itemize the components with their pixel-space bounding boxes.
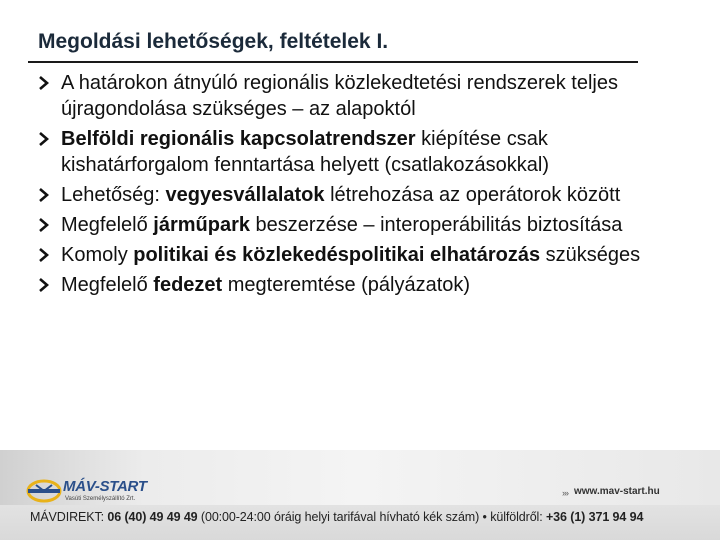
chevron-right-icon: ››› bbox=[562, 488, 568, 498]
bullet-text-bold: fedezet bbox=[153, 274, 223, 296]
bullet-item bbox=[38, 212, 698, 238]
slide-title: Megoldási lehetőségek, feltételek I. bbox=[38, 30, 389, 53]
contact-text: (00:00-24:00 óráig helyi tarifával hívható kék szám) • külföldről: bbox=[200, 510, 546, 524]
bullet-list bbox=[38, 70, 698, 302]
chevron-right-icon bbox=[38, 215, 50, 235]
bullet-item bbox=[38, 242, 698, 268]
chevron-right-icon bbox=[38, 185, 50, 205]
contact-label: MÁVDIREKT: bbox=[30, 510, 105, 524]
bullet-text: megteremtése (pályázatok) bbox=[222, 274, 471, 296]
bullet-text: beszerzése – interoperábilitás biztosítása bbox=[250, 214, 623, 236]
contact-intl-phone: +36 (1) 371 94 94 bbox=[545, 510, 644, 524]
bullet-text: létrehozása az operátorok között bbox=[324, 184, 621, 206]
bullet-text: Megfelelő bbox=[61, 274, 154, 296]
bullet-item bbox=[38, 272, 698, 298]
logo-text: MÁV-START bbox=[63, 478, 147, 495]
bullet-text-bold: járműpark bbox=[153, 214, 250, 236]
chevron-right-icon bbox=[38, 73, 50, 93]
bullet-text: Megfelelő bbox=[61, 214, 154, 236]
website-link[interactable]: www.mav-start.hu bbox=[574, 486, 660, 497]
title-divider bbox=[28, 61, 638, 63]
mav-logo-icon bbox=[26, 478, 62, 504]
chevron-right-icon bbox=[38, 275, 50, 295]
bullet-item bbox=[38, 182, 698, 208]
bullet-text: A határokon átnyúló regionális közlekedtetési rendszerek teljes újragondolása szükséges – az alapoktól bbox=[61, 72, 618, 120]
contact-phone: 06 (40) 49 49 49 bbox=[104, 510, 201, 524]
chevron-right-icon bbox=[38, 129, 50, 149]
bullet-text-bold: politikai és közlekedéspolitikai elhatározás bbox=[133, 244, 541, 266]
bullet-text: Lehetőség: bbox=[61, 184, 166, 206]
footer-banner bbox=[0, 450, 720, 540]
bullet-text-bold: Belföldi regionális kapcsolatrendszer bbox=[61, 128, 416, 150]
bullet-item bbox=[38, 126, 698, 178]
contact-line bbox=[30, 510, 643, 524]
bullet-item bbox=[38, 70, 698, 122]
logo-subtext: Vasúti Személyszállító Zrt. bbox=[65, 496, 136, 502]
bullet-text: szükséges bbox=[540, 244, 641, 266]
bullet-text: kiépítése csak kishatárforgalom fenntartása helyett (csatlakozásokkal) bbox=[61, 128, 550, 176]
chevron-right-icon bbox=[38, 245, 50, 265]
bullet-text: Komoly bbox=[61, 244, 134, 266]
bullet-text-bold: vegyesvállalatok bbox=[165, 184, 325, 206]
